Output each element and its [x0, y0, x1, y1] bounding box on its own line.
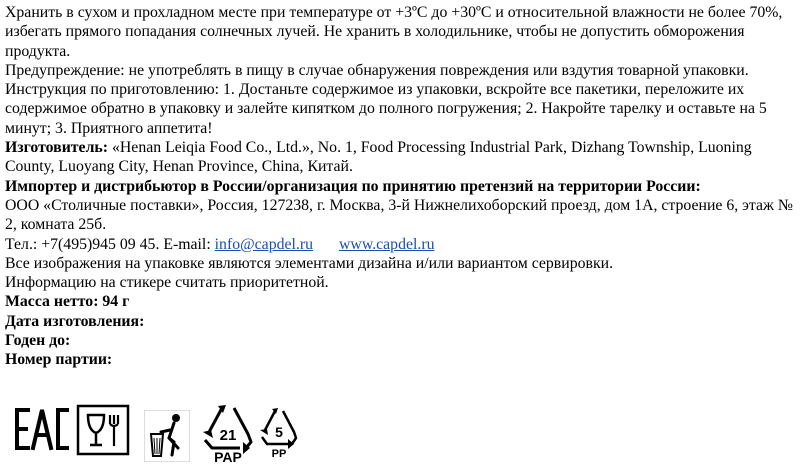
net-weight: Масса нетто: 94 г [5, 293, 130, 311]
phone-text: Тел.: +7(495)945 09 45. E-mail: [5, 235, 215, 253]
contact-line [5, 235, 797, 254]
recycle-5-code: 5 [275, 424, 283, 440]
production-date-label: Дата изготовления: [5, 312, 145, 330]
disclaimer-design: Все изображения на упаковке являются элементами дизайна и/или вариантом сервировки. [5, 254, 614, 272]
best-before-label: Годен до: [5, 332, 71, 350]
eac-mark-icon [12, 405, 72, 453]
recycling-5-pp-icon [258, 406, 300, 462]
website-link[interactable]: www.capdel.ru [339, 235, 435, 253]
batch-number-label: Номер партии: [5, 351, 113, 369]
manufacturer-value: «Henan Leiqia Food Co., Ltd.», No. 1, Food Processing Industrial Park, Dizhang Township, Luoning County, Luoyang City, Henan Province, China, Китай. [5, 139, 752, 176]
cooking-instructions: Инструкция по приготовлению: 1. Достаньте содержимое из упаковки, вскройте все пакетики, переложите их содержимое обратно в упаковку и залейте кипятком до полного погружения; 2. Накройте тарелку и оставьте на 5 минут; 3. Приятного аппетита! [5, 81, 767, 137]
disclaimer-sticker: Информацию на стикере считать приоритетной. [5, 274, 329, 292]
importer-label: Импортер и дистрибьютор в России/организация по принятию претензий на территории России: [5, 177, 701, 195]
manufacturer-label: Изготовитель: [5, 139, 109, 157]
email-link[interactable]: info@capdel.ru [214, 235, 313, 253]
food-contact-icon [76, 404, 130, 456]
compliance-icons [0, 398, 320, 464]
tidyman-icon [144, 410, 190, 462]
warning-text: Предупреждение: не употреблять в пищу в случае обнаружения повреждения или вздутия товарной упаковки. [5, 61, 749, 79]
manufacturer-line [5, 138, 797, 177]
storage-conditions: Хранить в сухом и прохладном месте при температуре от +3ºС до +30ºС и относительной влажности не более 70%, избегать прямого попадания солнечных лучей. Не хранить в холодильнике, чтобы не допустить обморожения продукта. [5, 4, 783, 60]
recycle-21-code: 21 [219, 427, 237, 444]
importer-address: ООО «Столичные поставки», Россия, 127238, г. Москва, 3-й Нижнелихоборский проезд, дом 1А, строение 6, этаж № 2, комната 25б. [5, 196, 793, 234]
recycling-21-pap-icon [200, 402, 256, 464]
label-text-block [5, 3, 797, 370]
recycle-5-label: PP [271, 448, 287, 460]
recycle-21-label: PAP [214, 449, 242, 464]
